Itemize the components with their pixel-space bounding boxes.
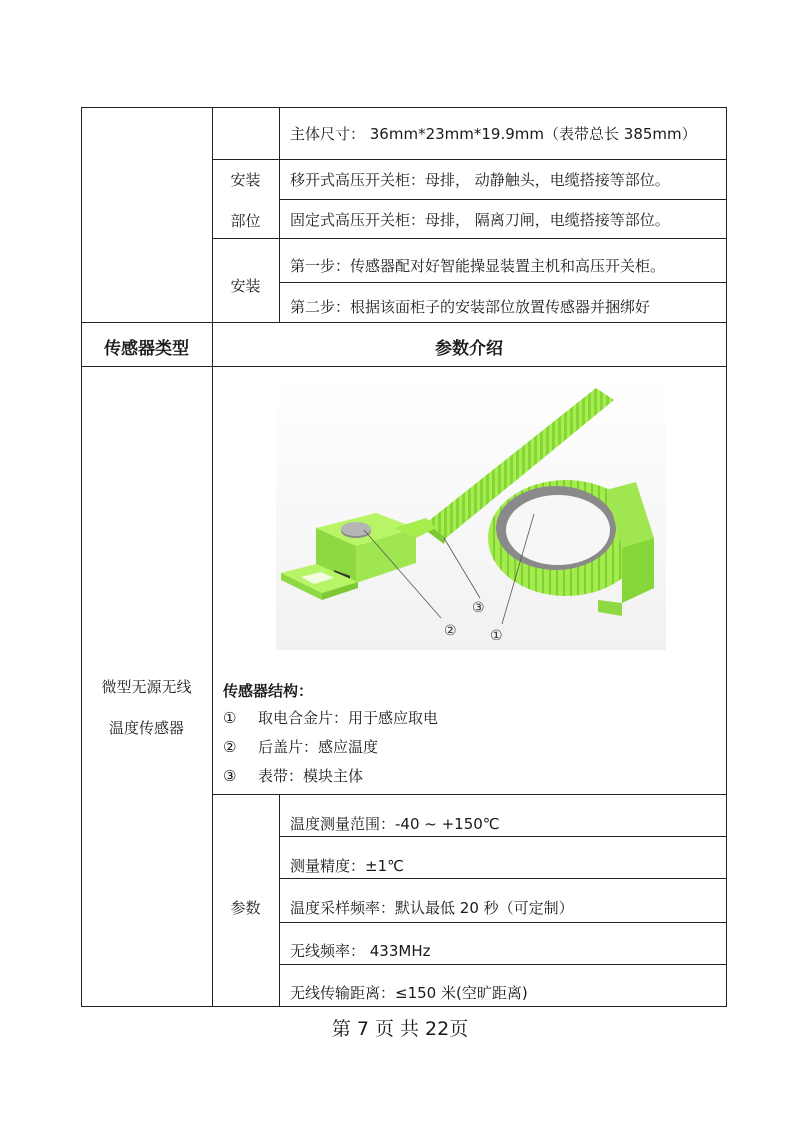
table-subcol-divider (279, 107, 280, 322)
table-subcol-divider (279, 794, 280, 1007)
row-line (279, 282, 727, 283)
row-line (81, 322, 727, 323)
table-col-divider (212, 107, 213, 1007)
install-position-label: 安装 (230, 171, 261, 189)
row-line (212, 238, 727, 239)
structure-text: 取电合金片：用于感应取电 (258, 709, 439, 727)
sensor-type-name: 微型无源无线 (101, 678, 192, 696)
row-line (279, 922, 727, 923)
row-line (279, 964, 727, 965)
install-position-item: 移开式高压开关柜：母排， 动静触头，电缆搭接等部位。 (290, 171, 670, 189)
install-step: 第一步：传感器配对好智能操显装置主机和高压开关柜。 (290, 257, 666, 275)
param-row: 温度采样频率：默认最低 20 秒（可定制） (290, 899, 574, 917)
table-border-left (81, 107, 82, 1007)
page-number-footer: 第 7 页 共 22页 (331, 1018, 469, 1040)
row-line (81, 366, 727, 367)
install-position-item: 固定式高压开关柜：母排， 隔离刀闸，电缆搭接等部位。 (290, 211, 670, 229)
figure-callout-3: ③ (472, 600, 485, 616)
param-row: 测量精度：±1℃ (290, 857, 404, 875)
header-sensor-type: 传感器类型 (104, 339, 189, 359)
table-border-right (726, 107, 727, 1007)
sensor-product-image (276, 378, 666, 650)
install-position-label: 部位 (230, 212, 261, 230)
size-spec: 主体尺寸： 36mm*23mm*19.9mm（表带总长 385mm） (290, 125, 697, 143)
figure-callout-2: ② (444, 623, 457, 639)
param-row: 温度测量范围：-40 ~ +150℃ (290, 815, 500, 833)
structure-num: ③ (223, 767, 237, 785)
table-border-bottom (81, 1006, 727, 1007)
structure-text: 后盖片：感应温度 (258, 738, 379, 756)
row-line (279, 199, 727, 200)
row-line (279, 878, 727, 879)
row-line (212, 159, 727, 160)
params-label: 参数 (230, 899, 261, 917)
structure-num: ① (223, 709, 237, 727)
header-param-intro: 参数介绍 (435, 339, 503, 359)
param-row: 无线传输距离：≤150 米(空旷距离) (290, 984, 528, 1002)
structure-text: 表带：模块主体 (258, 767, 364, 785)
figure-callout-1: ① (490, 628, 503, 644)
row-line (212, 794, 727, 795)
table-border-top (81, 107, 727, 108)
install-step: 第二步：根据该面柜子的安装部位放置传感器并捆绑好 (290, 298, 651, 316)
install-label: 安装 (230, 277, 261, 295)
structure-title: 传感器结构： (223, 682, 314, 700)
structure-num: ② (223, 738, 237, 756)
row-line (279, 836, 727, 837)
param-row: 无线频率： 433MHz (290, 942, 431, 960)
sensor-type-name: 温度传感器 (108, 719, 184, 737)
